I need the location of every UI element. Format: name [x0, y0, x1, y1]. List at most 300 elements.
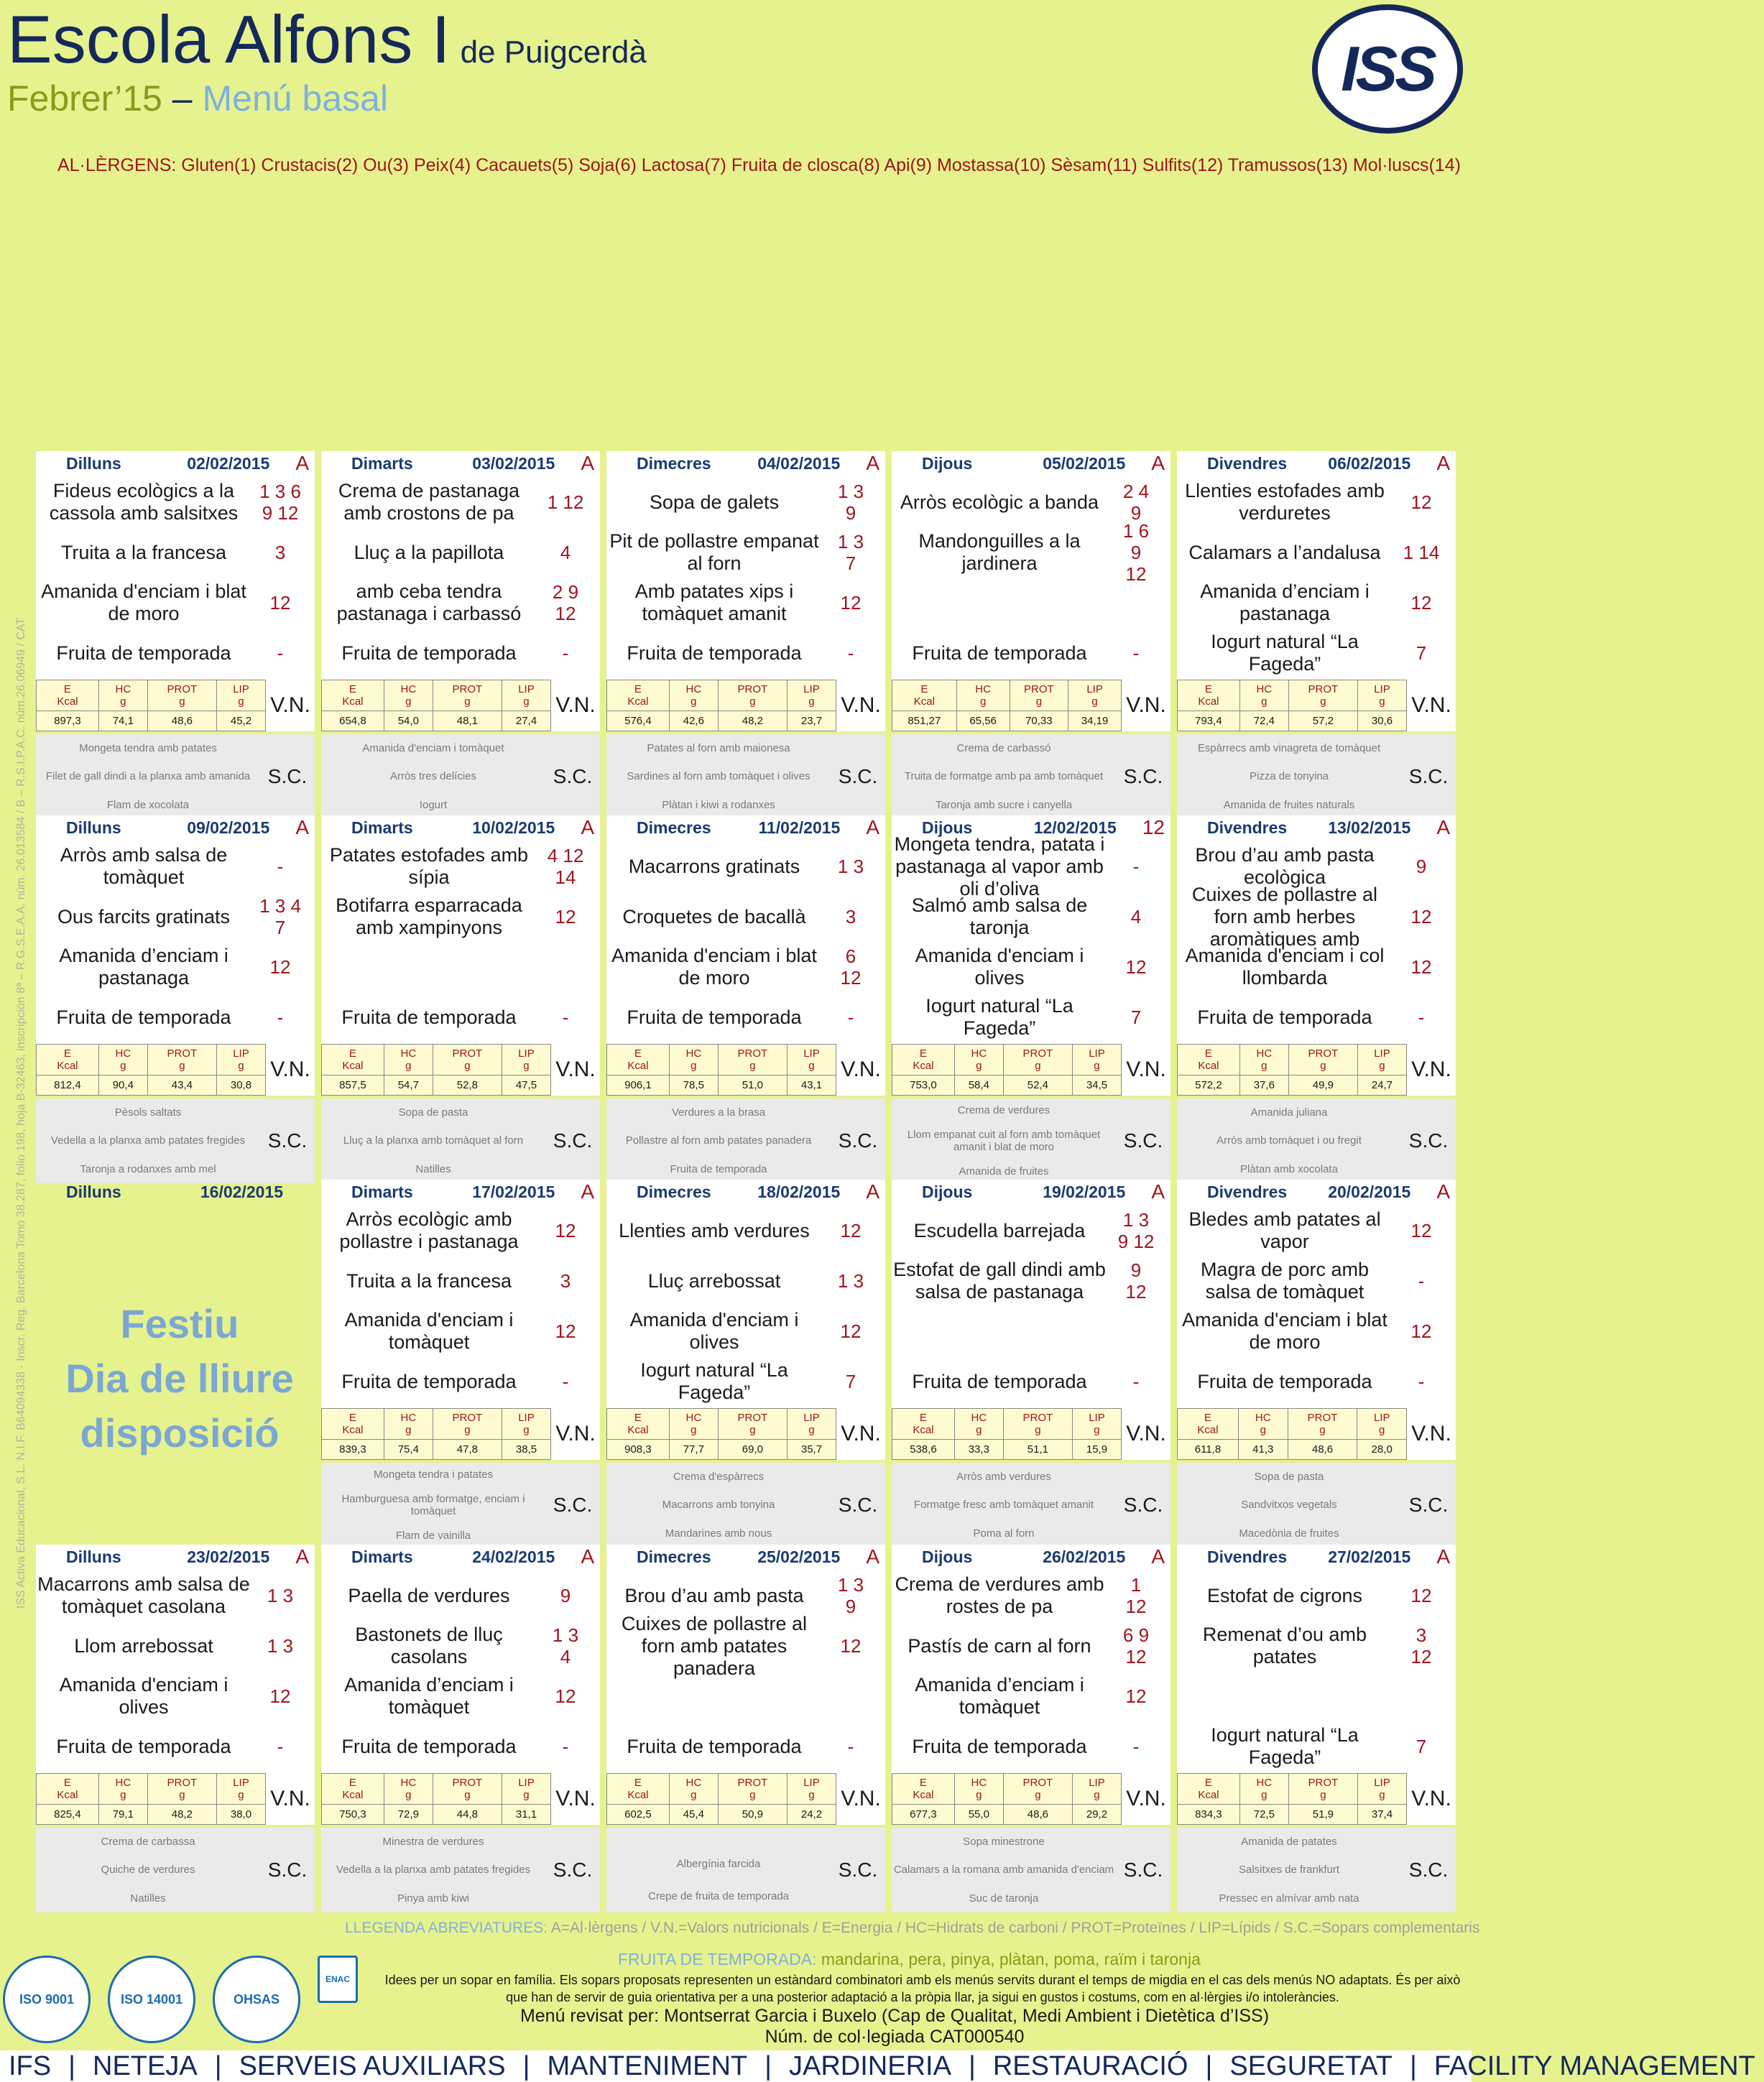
- day-header: [606, 1545, 885, 1569]
- dish-row: [892, 1306, 1170, 1356]
- nutrient-head: E Kcal: [37, 680, 99, 711]
- dish-list: [1177, 1204, 1456, 1408]
- dish-allergens: 3: [274, 542, 286, 563]
- dish-row: [321, 527, 600, 578]
- subtitle-dash: –: [172, 78, 193, 119]
- day-header: [36, 1180, 315, 1204]
- dish-row: [321, 1570, 600, 1621]
- dish-allergens: 7: [1130, 1007, 1142, 1028]
- dish-list: [36, 840, 315, 1044]
- nutrient-value: 43,1: [787, 1075, 836, 1095]
- reviewed-by: [374, 2006, 1416, 2048]
- dish-list: [321, 1204, 600, 1408]
- dish-row: [606, 841, 885, 892]
- day-header: [321, 451, 600, 476]
- dish-name: Fruita de temporada: [1197, 1370, 1372, 1392]
- nutrient-head: LIP g: [1357, 1774, 1406, 1805]
- footer-separator: |: [968, 2050, 976, 2081]
- dish-row: [892, 992, 1170, 1042]
- nutrient-head: HC g: [954, 1409, 1003, 1440]
- day-name: Dijous: [922, 453, 973, 473]
- dish-name: Bledes amb patates al vapor: [1188, 1208, 1381, 1252]
- holiday-notice: [29, 1297, 331, 1461]
- nutrient-head: E Kcal: [37, 1774, 99, 1805]
- dish-name: Fruita de temporada: [341, 1735, 517, 1757]
- nutrient-value: 654,8: [322, 711, 384, 731]
- day-date: 17/02/2015: [472, 1182, 555, 1201]
- nutrient-value: 75,4: [384, 1439, 433, 1459]
- nutrient-head: HC g: [98, 1774, 147, 1805]
- nutrition-table: [1177, 1408, 1407, 1460]
- day-header: [1177, 1545, 1456, 1569]
- nutrient-head: LIP g: [1072, 1409, 1121, 1440]
- footer-service: FACILITY MANAGEMENT: [1433, 2050, 1755, 2081]
- supper-item: Arròs amb tomàquet i ou fregit: [1216, 1134, 1362, 1147]
- nutrient-head: PROT g: [1003, 1774, 1072, 1805]
- nutrient-head: LIP g: [787, 1774, 836, 1805]
- dish-name: Fruita de temporada: [56, 1735, 231, 1757]
- nutrition-table: [606, 1408, 836, 1460]
- supper-item: Salsitxes de frankfurt: [1238, 1864, 1340, 1877]
- day-name: Dimecres: [637, 818, 711, 837]
- nutrient-value: 78,5: [669, 1075, 718, 1095]
- dish-name: amb ceba tendra pastanaga i carbassó: [336, 580, 522, 624]
- nutrient-value: 38,5: [502, 1439, 550, 1459]
- dish-allergens: -: [1418, 1371, 1425, 1392]
- nutrient-value: 37,4: [1357, 1804, 1406, 1824]
- allergen-column-label: A: [1151, 452, 1165, 474]
- nutrient-value: 54,7: [384, 1075, 433, 1095]
- allergen-column-label: A: [1436, 452, 1450, 474]
- dish-allergens: -: [1132, 856, 1140, 877]
- dish-allergens: 1 3 7: [837, 531, 864, 574]
- day-card: [321, 815, 600, 1183]
- vn-label: V.N.: [1411, 1422, 1451, 1445]
- nutrition-panel: [606, 1044, 885, 1096]
- dish-row: [606, 1721, 885, 1772]
- supper-item: Amanida de fruites naturals: [1223, 798, 1355, 811]
- dish-row: [321, 1256, 600, 1306]
- day-date: 25/02/2015: [757, 1547, 841, 1566]
- nutrition-table: [892, 1408, 1122, 1460]
- supper-items: [321, 1828, 545, 1912]
- nutrition-panel: [892, 1408, 1170, 1460]
- nutrient-head: LIP g: [1357, 1409, 1407, 1440]
- nutrient-value: 602,5: [607, 1804, 670, 1824]
- day-header: [321, 1180, 600, 1204]
- dish-row: [36, 892, 315, 942]
- day-header: [1177, 815, 1456, 840]
- nutrient-value: 48,6: [1288, 1439, 1357, 1459]
- nutrient-value: 33,3: [954, 1439, 1003, 1459]
- nutrient-head: LIP g: [1357, 680, 1406, 711]
- supper-item: Crema de carbassa: [101, 1836, 195, 1849]
- dish-list: [1177, 1569, 1456, 1773]
- nutrient-value: 576,4: [607, 711, 670, 731]
- dish-allergens: 9: [1416, 856, 1427, 877]
- dish-allergens: 6 12: [840, 945, 862, 989]
- supper-item: Flam de xocolata: [106, 798, 190, 811]
- day-header: [892, 1545, 1170, 1569]
- day-card: [892, 1545, 1170, 1912]
- services-footer: [0, 2050, 1755, 2082]
- footer-separator: |: [1409, 2050, 1417, 2081]
- supper-item: Verdures a la brasa: [671, 1106, 766, 1119]
- sc-label: S.C.: [553, 765, 593, 787]
- day-card: [321, 451, 600, 819]
- dish-allergens: 12: [269, 1685, 291, 1707]
- dish-name: Calamars a l’andalusa: [1188, 541, 1381, 563]
- holiday-line: Dia de lliure: [65, 1356, 294, 1401]
- supper-item: Amanida juliana: [1250, 1106, 1328, 1119]
- dish-allergens: 9 12: [1125, 1259, 1147, 1303]
- nutrient-value: 48,2: [147, 1804, 216, 1824]
- sc-label: S.C.: [838, 1129, 878, 1152]
- dish-list: [1177, 476, 1456, 680]
- nutrient-head: HC g: [98, 680, 147, 711]
- dish-name: Fruita de temporada: [912, 642, 1087, 664]
- nutrient-head: E Kcal: [1178, 680, 1240, 711]
- footer-separator: |: [765, 2050, 772, 2081]
- footer-service: RESTAURACIÓ: [992, 2050, 1188, 2081]
- dish-row: [1177, 527, 1456, 578]
- dish-row: [1177, 1206, 1456, 1256]
- dish-allergens: -: [847, 1736, 854, 1757]
- nutrition-panel: [606, 680, 885, 731]
- allergen-column-label: A: [581, 816, 594, 838]
- nutrition-table: [321, 680, 551, 731]
- dish-row: [606, 527, 885, 578]
- nutrient-head: LIP g: [502, 680, 550, 711]
- dish-allergens: 1 3: [267, 1635, 294, 1657]
- nutrient-value: 70,33: [1010, 711, 1068, 731]
- dish-row: [606, 992, 885, 1042]
- dish-name: Mongeta tendra, patata i pastanaga al vapor amb oli d’oliva: [894, 833, 1105, 899]
- nutrient-head: LIP g: [1072, 1045, 1121, 1075]
- dish-row: [892, 942, 1170, 992]
- nutrition-panel: [1177, 1044, 1456, 1096]
- nutrient-head: E Kcal: [322, 1774, 384, 1805]
- dish-allergens: 12: [1410, 956, 1432, 978]
- day-header: [1177, 1180, 1456, 1204]
- supper-items: [36, 1098, 260, 1183]
- nutrient-value: 41,3: [1238, 1439, 1288, 1459]
- supper-item: Amanida de fruites: [959, 1165, 1049, 1178]
- supper-item: Albergínia farcida: [676, 1858, 761, 1870]
- dish-allergens: 1 3 4 7: [259, 895, 301, 938]
- nutrient-head: HC g: [954, 1774, 1003, 1805]
- dish-name: Amanida d'enciam i olives: [629, 1309, 799, 1353]
- supper-item: Macarrons amb tonyina: [662, 1499, 775, 1512]
- dish-allergens: 7: [1416, 642, 1427, 664]
- reviewed-line: Menú revisat per: Montserrat Garcia i Buxelo (Cap de Qualitat, Medi Ambient i Dietètica d’ISS): [519, 2006, 1270, 2026]
- supper-suggestions: [321, 1463, 600, 1547]
- nutrition-table: [321, 1044, 551, 1096]
- supper-item: Amanida de patates: [1241, 1836, 1337, 1849]
- nutrition-table: [1177, 1044, 1407, 1096]
- supper-items: [892, 1463, 1116, 1547]
- day-header: [321, 1545, 600, 1569]
- nutrient-value: 51,0: [718, 1075, 787, 1095]
- dish-name: Salmó amb salsa de taronja: [911, 894, 1088, 938]
- nutrient-value: 77,7: [669, 1439, 718, 1459]
- nutrient-value: 72,5: [1239, 1804, 1288, 1824]
- supper-item: Iogurt: [419, 798, 448, 811]
- supper-suggestions: [1177, 1463, 1456, 1547]
- nutrient-value: 15,9: [1072, 1439, 1121, 1459]
- nutrient-head: E Kcal: [892, 1409, 955, 1440]
- supper-suggestions: [1177, 734, 1456, 819]
- dish-row: [36, 1570, 315, 1621]
- dish-allergens: -: [562, 642, 569, 664]
- dish-row: [1177, 578, 1456, 628]
- nutrient-value: 851,27: [892, 711, 957, 731]
- dish-list: [892, 1204, 1170, 1408]
- day-date: 11/02/2015: [758, 818, 841, 837]
- sc-label: S.C.: [838, 1494, 878, 1516]
- supper-items: [1177, 1098, 1401, 1183]
- dish-name: Cuixes de pollastre al forn amb herbes aromàtiques amb: [1191, 883, 1378, 950]
- dish-allergens: 12: [555, 1320, 576, 1342]
- supper-items: [321, 734, 545, 819]
- day-name: Divendres: [1207, 1547, 1288, 1566]
- vn-label: V.N.: [270, 1787, 310, 1810]
- allergen-column-label: A: [1151, 1180, 1165, 1203]
- dish-name: Amanida d’enciam i pastanaga: [1200, 580, 1370, 624]
- dish-allergens: -: [1132, 1736, 1140, 1757]
- supper-item: Pressec en almívar amb nata: [1219, 1892, 1359, 1905]
- nutrient-value: 44,8: [433, 1804, 502, 1824]
- dish-name: Truita a la francesa: [60, 541, 227, 563]
- nutrition-panel: [606, 1408, 885, 1460]
- dish-list: [606, 840, 885, 1044]
- dish-row: [321, 1621, 600, 1671]
- footer-service: IFS: [9, 2050, 52, 2081]
- legend-text: A=Al·lèrgens / V.N.=Valors nutricionals / E=Energia / HC=Hidrats de carboni / PROT=Proteïnes / LIP=Lípids / S.C.=Sopars complementaris: [548, 1920, 1480, 1936]
- allergen-column-label: A: [295, 816, 309, 838]
- title-location: de Puigcerdà: [460, 34, 647, 70]
- sc-label: S.C.: [838, 1859, 878, 1881]
- sc-label: S.C.: [267, 1129, 308, 1152]
- dish-allergens: 1 12: [547, 491, 584, 513]
- vn-label: V.N.: [555, 693, 596, 717]
- dish-allergens: 1 3 4: [552, 1624, 579, 1667]
- footer-service: JARDINERIA: [789, 2050, 951, 2081]
- supper-item: Sopa de pasta: [1254, 1471, 1324, 1484]
- supper-item: Llom empanat cuit al forn amb tomàquet amanit i blat de moro: [907, 1128, 1101, 1153]
- dish-allergens: 9: [560, 1585, 571, 1606]
- dish-name: Arròs ecològic a banda: [900, 491, 1099, 513]
- supper-item: Hamburguesa amb formatge, enciam i tomàquet: [341, 1492, 525, 1517]
- dish-allergens: 12: [1410, 1320, 1432, 1342]
- supper-items: [606, 1463, 831, 1547]
- certifications: [3, 1956, 358, 2043]
- dish-allergens: 2 4 9: [1122, 481, 1150, 524]
- vn-label: V.N.: [841, 1422, 881, 1445]
- dish-list: [36, 476, 315, 680]
- day-header: [1177, 451, 1456, 476]
- supper-item: Lluç a la planxa amb tomàquet al forn: [343, 1134, 524, 1147]
- dish-row: [321, 841, 600, 892]
- day-card: [36, 451, 315, 819]
- dish-allergens: 3 12: [1410, 1624, 1432, 1667]
- dish-allergens: 1 3: [267, 1585, 294, 1606]
- supper-suggestions: [606, 1463, 885, 1547]
- dish-row: [1177, 628, 1456, 678]
- dish-allergens: 12: [1410, 1220, 1432, 1241]
- dish-row: [321, 1206, 600, 1256]
- nutrient-value: 48,6: [147, 711, 216, 731]
- nutrition-table: [1177, 680, 1407, 731]
- dish-row: [36, 527, 315, 578]
- dish-list: [606, 1569, 885, 1773]
- dish-row: [1177, 1621, 1456, 1671]
- dish-row: [606, 1356, 885, 1407]
- nutrient-head: LIP g: [216, 1045, 265, 1075]
- nutrient-head: LIP g: [216, 680, 265, 711]
- nutrient-value: 30,6: [1357, 711, 1406, 731]
- dish-name: Patates estofades amb sípia: [329, 844, 529, 888]
- supper-suggestions: [321, 1828, 600, 1912]
- nutrient-head: LIP g: [502, 1045, 550, 1075]
- cert-badge: ENAC: [318, 1956, 358, 2003]
- dish-row: [1177, 1721, 1456, 1772]
- dish-row: [1177, 1671, 1456, 1721]
- dish-allergens: 12: [1410, 491, 1432, 513]
- supper-items: [36, 1828, 260, 1912]
- dish-row: [892, 578, 1170, 628]
- dish-name: Brou d’au amb pasta ecològica: [1195, 844, 1375, 888]
- nutrition-panel: [321, 680, 600, 731]
- nutrient-head: HC g: [669, 1774, 718, 1805]
- sc-label: S.C.: [553, 1859, 593, 1881]
- dish-name: Remenat d’ou amb patates: [1202, 1624, 1367, 1667]
- supper-item: Natilles: [415, 1162, 451, 1175]
- supper-suggestions: [892, 1463, 1170, 1547]
- allergen-column-label: A: [581, 1545, 594, 1568]
- nutrient-value: 753,0: [892, 1075, 955, 1095]
- supper-items: [321, 1463, 545, 1547]
- supper-item: Sardines al forn amb tomàquet i olives: [627, 770, 811, 783]
- day-card: [36, 815, 315, 1183]
- vn-label: V.N.: [270, 693, 310, 717]
- nutrient-value: 57,2: [1288, 711, 1357, 731]
- nutrient-head: PROT g: [433, 680, 502, 711]
- allergen-column-label: A: [866, 1180, 879, 1203]
- supper-items: [606, 1098, 831, 1183]
- dish-allergens: 3: [560, 1270, 571, 1292]
- dish-name: Sopa de galets: [649, 491, 780, 513]
- footer-service: SEGURETAT: [1229, 2050, 1393, 2081]
- dish-allergens: -: [847, 1007, 854, 1028]
- supper-item: Flam de vainilla: [395, 1529, 471, 1542]
- supper-suggestions: [1177, 1098, 1456, 1183]
- dish-row: [892, 892, 1170, 942]
- dish-row: [606, 942, 885, 992]
- nutrient-head: PROT g: [718, 1774, 787, 1805]
- nutrition-table: [321, 1408, 551, 1460]
- dish-row: [606, 477, 885, 527]
- supper-item: Vedella a la planxa amb patates fregides: [50, 1134, 246, 1147]
- nutrient-value: 38,0: [216, 1804, 265, 1824]
- dish-name: Botifarra esparracada amb xampinyons: [336, 894, 522, 938]
- dish-row: [36, 477, 315, 527]
- dish-row: [321, 1356, 600, 1407]
- supper-suggestions: [606, 734, 885, 819]
- sc-label: S.C.: [1408, 1859, 1449, 1881]
- day-name: Dijous: [922, 818, 973, 837]
- supper-item: Macedònia de fruites: [1239, 1527, 1339, 1540]
- dish-row: [892, 833, 1170, 899]
- dish-row: [321, 1671, 600, 1721]
- legal-side-text: ISS Activa Educacional, S.L. N.I.F. B64094338 - Inscr. Reg. Barcelona Tomo 38.287, folio 198, hoja B-32463, inscripción 8ª – R.G.S.E.A.A. núm. 26.013584 / B – R.S.I.P.A.C. núm.26.06949 / CAT: [15, 617, 27, 1609]
- dish-allergens: 2 9 12: [552, 581, 579, 624]
- dish-allergens: 1 3: [837, 1270, 864, 1292]
- dish-allergens: 12: [1410, 906, 1432, 927]
- nutrient-value: 906,1: [607, 1075, 670, 1095]
- nutrient-head: HC g: [1239, 680, 1288, 711]
- supper-item: Minestra de verdures: [382, 1836, 484, 1849]
- dish-allergens: 1 14: [1403, 542, 1440, 563]
- nutrient-value: 43,4: [147, 1075, 216, 1095]
- dish-allergens: 4 12 14: [547, 845, 584, 888]
- day-card: [606, 451, 885, 819]
- dish-allergens: 12: [840, 1320, 862, 1342]
- nutrient-head: LIP g: [787, 1409, 836, 1440]
- dish-name: Macarrons gratinats: [628, 855, 800, 877]
- dish-allergens: 12: [840, 1635, 862, 1657]
- nutrient-head: LIP g: [1357, 1045, 1406, 1075]
- nutrient-value: 793,4: [1178, 711, 1240, 731]
- supper-items: [1177, 1828, 1401, 1912]
- abbreviations-legend: [345, 1920, 1479, 1937]
- sc-label: S.C.: [1408, 1129, 1449, 1152]
- nutrient-value: 47,5: [502, 1075, 550, 1095]
- nutrient-value: 750,3: [322, 1804, 384, 1824]
- day-name: Divendres: [1207, 453, 1288, 473]
- day-name: Dimarts: [351, 1547, 413, 1566]
- supper-item: Pollastre al forn amb patates panadera: [625, 1134, 812, 1147]
- dish-list: [1177, 840, 1456, 1044]
- dish-row: [606, 892, 885, 942]
- supper-items: [892, 734, 1116, 819]
- supper-item: Filet de gall dindi a la planxa amb amanida: [45, 770, 251, 783]
- nutrient-value: 65,56: [956, 711, 1010, 731]
- title-main: Escola Alfons I: [7, 1, 451, 77]
- nutrient-head: E Kcal: [37, 1045, 99, 1075]
- nutrient-value: 35,7: [787, 1439, 836, 1459]
- nutrition-table: [321, 1773, 551, 1825]
- dish-allergens: 12: [840, 592, 862, 614]
- dish-allergens: -: [562, 1371, 569, 1392]
- nutrient-value: 48,1: [433, 711, 502, 731]
- day-date: 05/02/2015: [1043, 453, 1126, 473]
- dish-name: Amanida d'enciam i blat de moro: [611, 945, 817, 989]
- supper-suggestions: [321, 734, 600, 819]
- supper-item: Espàrrecs amb vinagreta de tomàquet: [1197, 742, 1381, 755]
- dish-row: [892, 1570, 1170, 1621]
- holiday-line: Festiu: [120, 1301, 239, 1346]
- day-date: 03/02/2015: [472, 453, 555, 473]
- nutrient-head: HC g: [1239, 1774, 1288, 1805]
- day-header: [36, 1545, 315, 1569]
- dish-allergens: 1 3 9 12: [1117, 1209, 1155, 1252]
- nutrient-value: 30,8: [216, 1075, 265, 1095]
- day-header: [892, 1180, 1170, 1204]
- allergen-column-label: A: [581, 1180, 594, 1203]
- dish-row: [321, 992, 600, 1042]
- nutrient-value: 908,3: [607, 1439, 670, 1459]
